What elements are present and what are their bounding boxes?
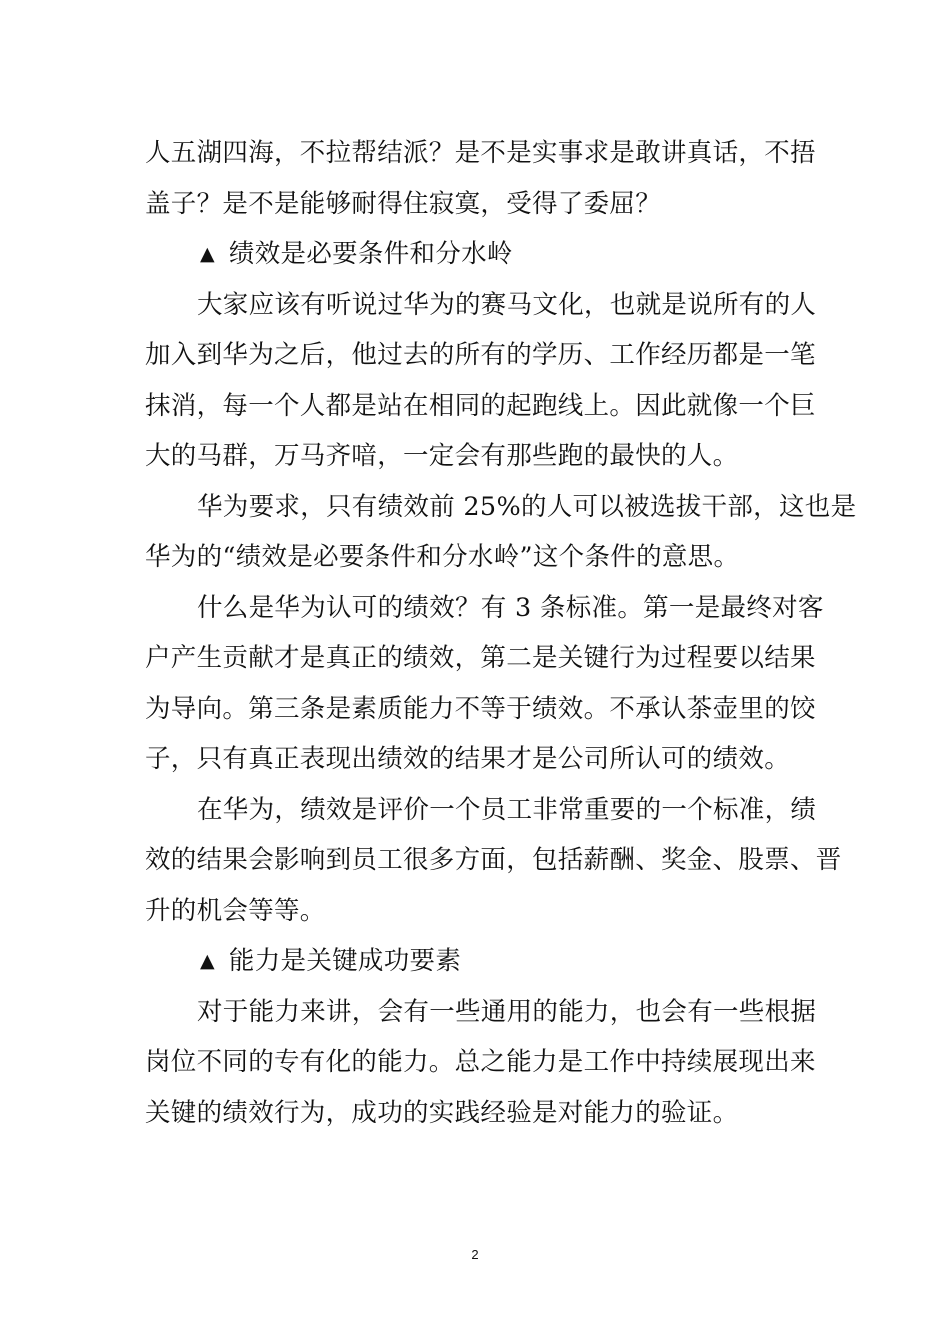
- paragraph-first-line: 在华为，绩效是评价一个员工非常重要的一个标准，绩: [197, 794, 817, 825]
- paragraph-first-line: 华为要求，只有绩效前 25%的人可以被选拔干部，这也是: [197, 491, 857, 522]
- body-line: 加入到华为之后，他过去的所有的学历、工作经历都是一笔: [145, 340, 816, 370]
- triangle-bullet-icon: ▲: [200, 950, 215, 972]
- body-line: 大的马群，万马齐喑，一定会有那些跑的最快的人。: [145, 441, 739, 471]
- section-heading: [145, 229, 810, 280]
- section-heading: [145, 936, 810, 987]
- body-line: 盖子？是不是能够耐得住寂寞，受得了委屈？: [145, 188, 662, 219]
- body-line: 户产生贡献才是真正的绩效，第二是关键行为过程要以结果: [145, 643, 816, 673]
- paragraph-first-line: 对于能力来讲，会有一些通用的能力，也会有一些根据: [197, 996, 817, 1027]
- body-line: 抹消，每一个人都是站在相同的起跑线上。因此就像一个巨: [145, 390, 816, 421]
- body-line: 为导向。第三条是素质能力不等于绩效。不承认茶壶里的饺: [145, 693, 816, 724]
- paragraph-first-line: 什么是华为认可的绩效？有 3 条标准。第一是最终对客: [197, 592, 824, 623]
- triangle-bullet-icon: ▲: [200, 243, 215, 265]
- body-line: 效的结果会影响到员工很多方面，包括薪酬、奖金、股票、晋: [145, 845, 842, 875]
- section-heading-text: 绩效是必要条件和分水岭: [228, 239, 513, 269]
- body-line: 升的机会等等。: [145, 895, 326, 926]
- body-line: 子，只有真正表现出绩效的结果才是公司所认可的绩效。: [145, 744, 791, 774]
- section-heading-text: 能力是关键成功要素: [228, 946, 462, 976]
- body-line: 华为的“绩效是必要条件和分水岭”这个条件的意思。: [145, 542, 740, 572]
- body-line: 人五湖四海，不拉帮结派？是不是实事求是敢讲真话，不捂: [145, 138, 816, 168]
- body-line: 岗位不同的专有化的能力。总之能力是工作中持续展现出来: [145, 1047, 816, 1077]
- page-number: 2: [471, 1247, 479, 1262]
- body-line: 关键的绩效行为，成功的实践经验是对能力的验证。: [145, 1097, 739, 1128]
- paragraph-first-line: 大家应该有听说过华为的赛马文化，也就是说所有的人: [197, 289, 817, 320]
- document-body: [145, 128, 857, 1138]
